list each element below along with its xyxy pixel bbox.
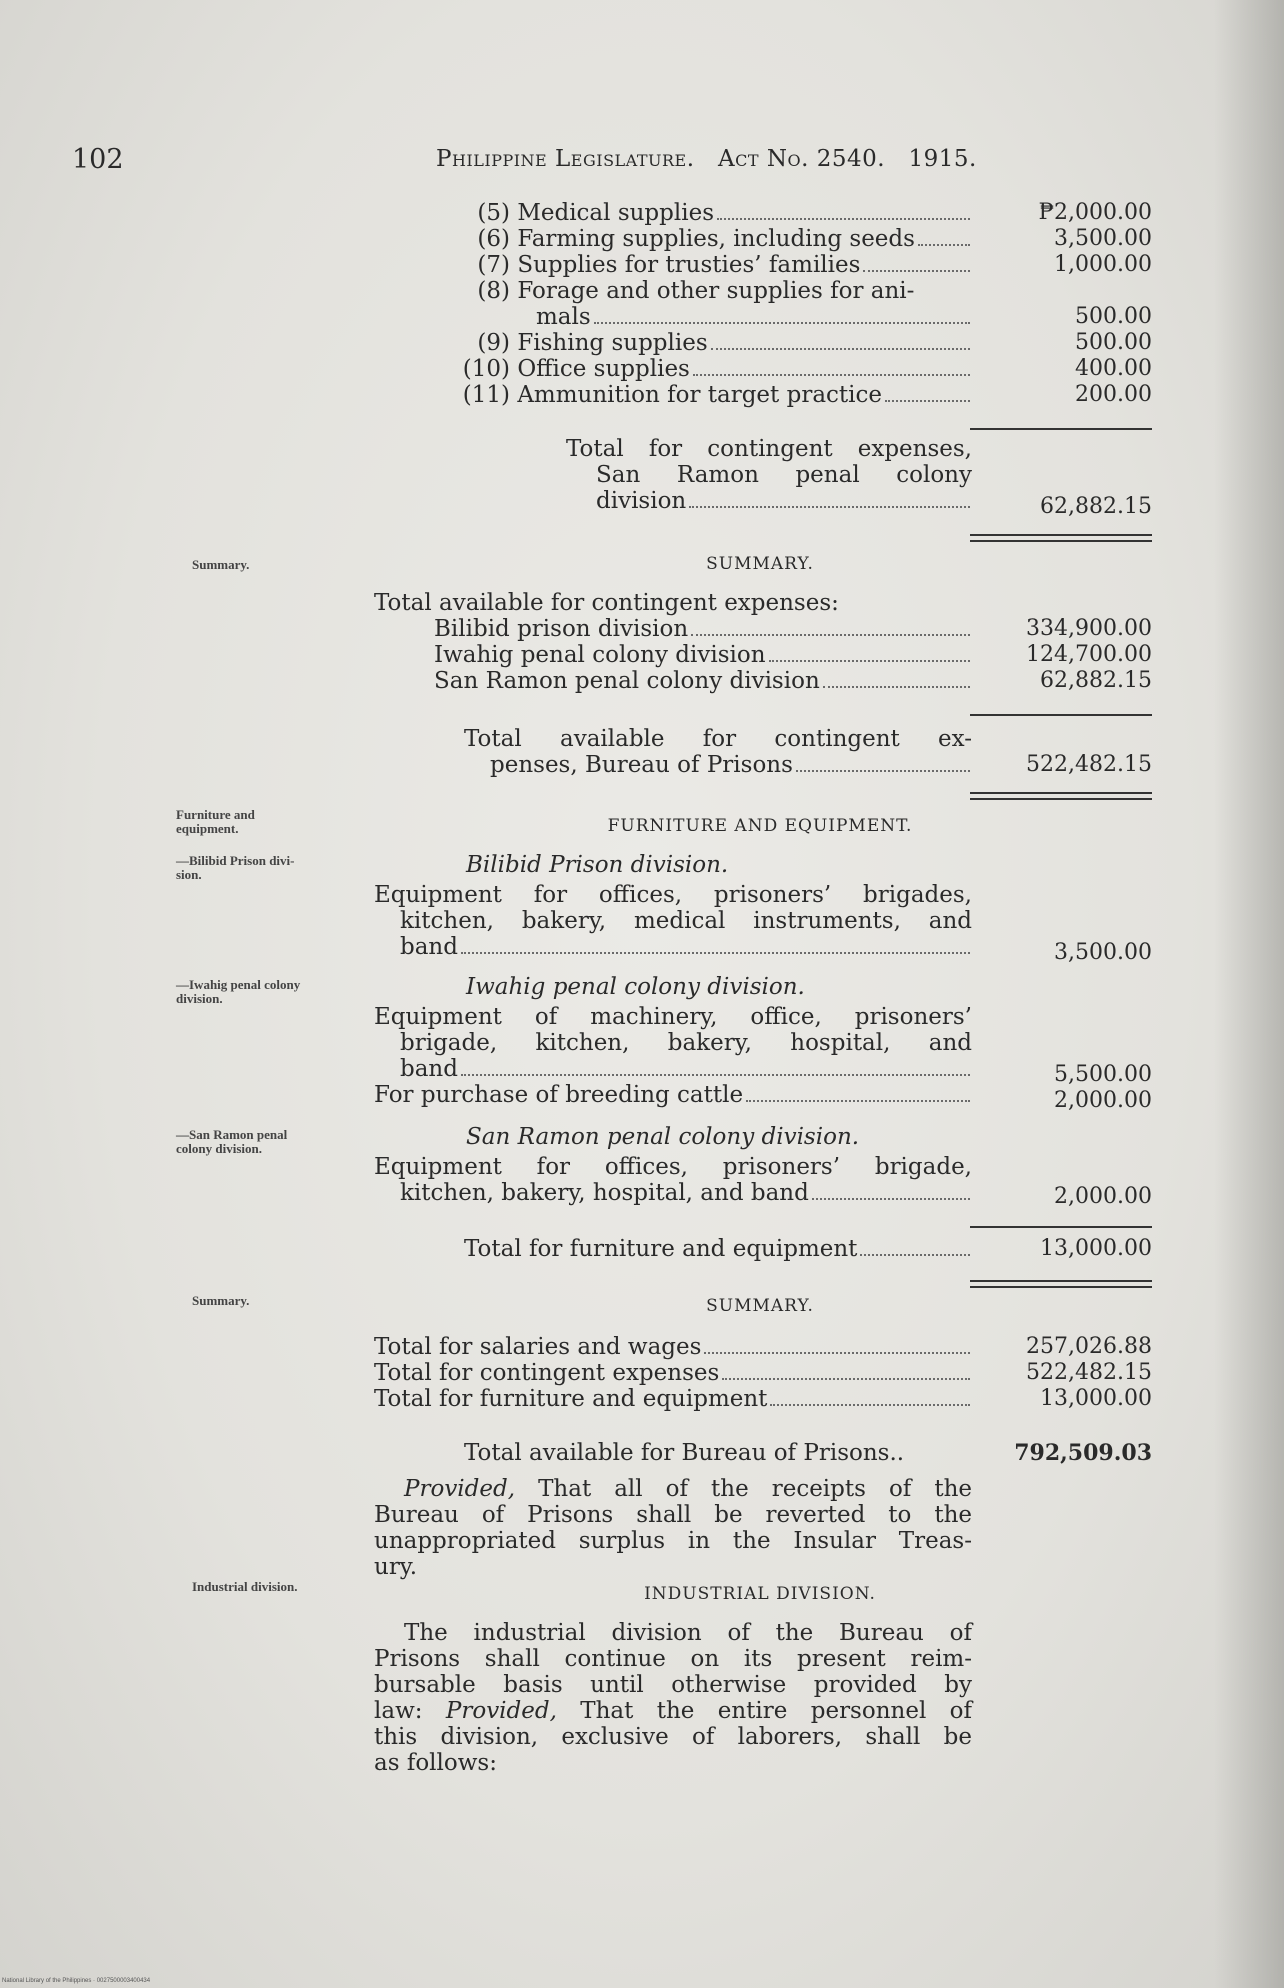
total-rule (970, 1226, 1152, 1228)
total-amount: 62,882.15 (1040, 494, 1152, 519)
amount: 400.00 (1075, 356, 1152, 381)
subsection-title: Bilibid Prison division. (466, 852, 729, 878)
section-heading: SUMMARY. (706, 1296, 814, 1316)
section-heading: FURNITURE AND EQUIPMENT. (607, 816, 913, 836)
margin-note: Summary. (192, 1293, 250, 1308)
page-number: 102 (72, 144, 124, 175)
total-amount: 13,000.00 (1040, 1236, 1152, 1261)
running-header (436, 146, 977, 172)
amount: 3,500.00 (1054, 226, 1152, 251)
amount: 334,900.00 (1026, 616, 1152, 641)
list-item: (7) Supplies for trusties’ families (440, 252, 972, 278)
list-item: (6) Farming supplies, including seeds (440, 226, 972, 252)
bureau-total-label: Total available for Bureau of Prisons.. (464, 1440, 905, 1466)
double-rule (970, 792, 1152, 800)
amount: 13,000.00 (1040, 1386, 1152, 1411)
subsection-title: Iwahig penal colony division. (466, 974, 805, 1000)
amount: 3,500.00 (1054, 940, 1152, 965)
amount: ₱2,000.00 (1038, 200, 1152, 225)
margin-note: Industrial division. (192, 1579, 298, 1594)
summary-totals (374, 1334, 972, 1412)
act-number: Act No. 2540. (718, 146, 886, 172)
list-item: Total for contingent expenses (374, 1360, 972, 1386)
bilibid-equipment: Equipment for offices, prisoners’ brigades, kitchen, bakery, medical instruments, and band (374, 882, 972, 960)
san-ramon-equipment: Equipment for offices, prisoners’ brigade, kitchen, bakery, hospital, and band (374, 1154, 972, 1206)
list-item: San Ramon penal colony division (374, 668, 972, 694)
amount: 257,026.88 (1026, 1334, 1152, 1359)
list-item: (10) Office supplies (440, 356, 972, 382)
digitization-credit: National Library of the Philippines · 0027500003400434 (2, 1978, 151, 1984)
list-item: Total for salaries and wages (374, 1334, 972, 1360)
amount: 1,000.00 (1054, 252, 1152, 277)
list-item-continuation: mals (440, 304, 972, 330)
amount: 124,700.00 (1026, 642, 1152, 667)
margin-note: Summary. (192, 557, 250, 572)
double-rule (970, 534, 1152, 542)
list-item: (5) Medical supplies (440, 200, 972, 226)
supplies-list (440, 200, 972, 408)
double-rule (970, 1280, 1152, 1288)
list-item: (8) Forage and other supplies for ani- (477, 278, 915, 304)
margin-note: Furniture and equipment. (176, 807, 255, 836)
iwahig-equipment: Equipment of machinery, office, prisoners’ brigade, kitchen, bakery, hospital, and band For purchase of breeding cattle (374, 1004, 972, 1108)
section-heading: SUMMARY. (706, 554, 814, 574)
proviso-paragraph: Provided, That all of the receipts of the Bureau of Prisons shall be reverted to the unappropriated surplus in the Insular Treas- ury. (374, 1476, 973, 1580)
total-amount: 522,482.15 (1026, 752, 1152, 777)
amount: 2,000.00 (1054, 1088, 1152, 1113)
amount: 500.00 (1075, 304, 1152, 329)
running-title: Philippine Legislature. (436, 146, 695, 172)
furniture-total: Total for furniture and equipment (464, 1236, 972, 1262)
section-heading: INDUSTRIAL DIVISION. (644, 1584, 876, 1604)
amount: 522,482.15 (1026, 1360, 1152, 1385)
total-rule (970, 714, 1152, 716)
amount: 2,000.00 (1054, 1184, 1152, 1209)
margin-note: —Iwahig penal colony division. (176, 977, 301, 1006)
total-amount: 792,509.03 (1014, 1440, 1152, 1466)
amount: 62,882.15 (1040, 668, 1152, 693)
subsection-title: San Ramon penal colony division. (466, 1124, 860, 1150)
summary-contingent-total: Total available for contingent ex- penses, Bureau of Prisons (464, 726, 972, 778)
page-edge-shadow (1214, 0, 1284, 1988)
industrial-paragraph: The industrial division of the Bureau of Prisons shall continue on its present reim- bursable basis until otherwise provided by law: Provided, That the entire personnel of this division, exclusive of laborers, shall be as follows: (374, 1620, 973, 1776)
list-item: Total for furniture and equipment (374, 1386, 972, 1412)
margin-note: —Bilibid Prison divi- sion. (176, 853, 295, 882)
total-rule (970, 428, 1152, 430)
amount: 200.00 (1075, 382, 1152, 407)
amount: 500.00 (1075, 330, 1152, 355)
list-item: Iwahig penal colony division (374, 642, 972, 668)
total-contingent-san-ramon: Total for contingent expenses, San Ramon penal colony division (566, 436, 972, 514)
amount: 5,500.00 (1054, 1062, 1152, 1087)
summary-contingent: Total available for contingent expenses: Bilibid prison division Iwahig penal colony division San Ramon penal colony division (374, 590, 972, 694)
margin-note: —San Ramon penal colony division. (176, 1127, 288, 1156)
year: 1915. (908, 146, 977, 172)
list-item: Bilibid prison division (374, 616, 972, 642)
list-item: (11) Ammunition for target practice (440, 382, 972, 408)
list-item: (9) Fishing supplies (440, 330, 972, 356)
